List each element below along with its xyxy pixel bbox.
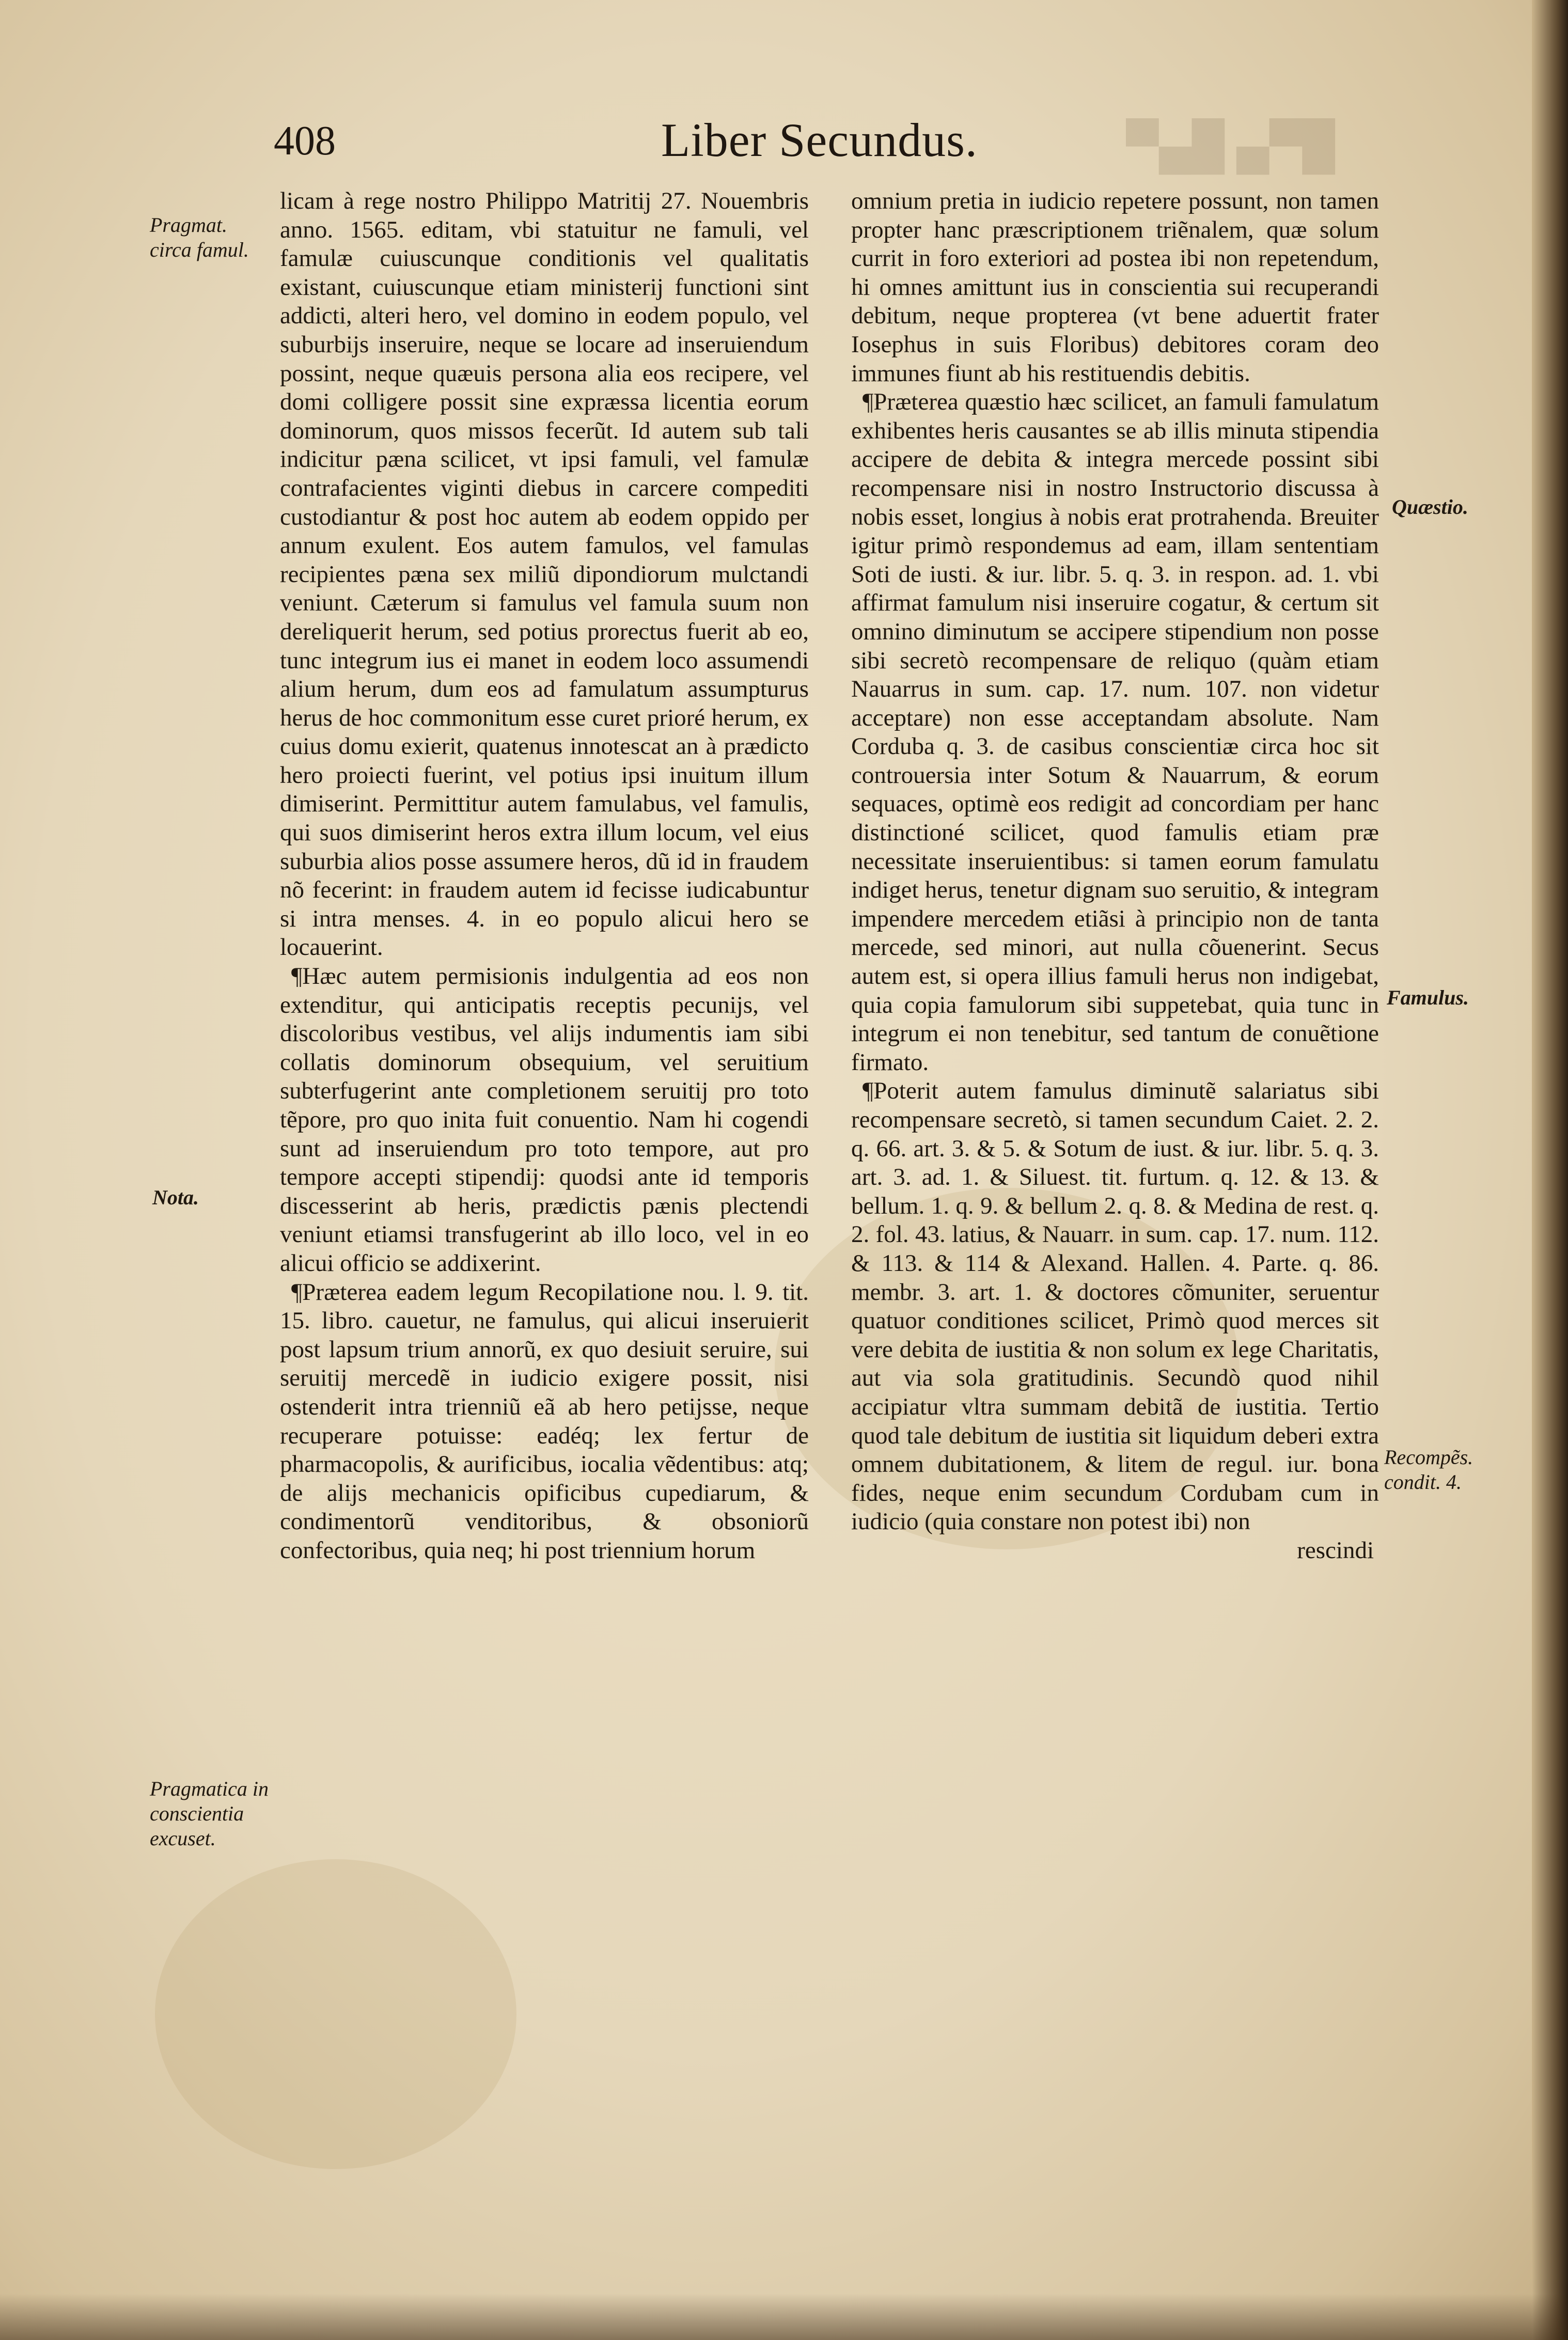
paragraph: ¶Præterea eadem legum Recopilatione nou. l. 9. tit. 15. libro. cauetur, ne famulus, qui alicui inseruierit post lapsum trium annorũ, ex quo desiuit seruire, sui seruitij mercedẽ in iudicio exigere possit, nisi ostenderit intra trienniũ eã ab hero petijsse, neque recuperare potuisse: eadéq; lex fertur de pharmacopolis, & aurificibus, iocalia vẽdentibus: atq; de alijs mechanicis opificibus cupediarum, & condimentorũ venditoribus, & obsoniorũ confectoribus, quia neq; hi post triennium horum — [280, 1278, 809, 1564]
margin-note-nota: Nota. — [152, 1186, 199, 1209]
page-gutter-shadow — [1532, 0, 1568, 2340]
bleed-through-shadow: █▀▄ █▄▀ — [1126, 120, 1336, 171]
right-text-column — [851, 187, 1379, 1565]
margin-note-pragmatica-conscientia: Pragmatica in conscientia excuset. — [150, 1777, 269, 1850]
paragraph: omnium pretia in iudicio repetere possunt, non tamen propter hanc præscriptionem triẽnalem, quæ solum currit in foro exteriori ad postea ibi non repetendum, hi omnes amittunt ius in conscientia sui recuperandi debitum, neque propterea (vt bene aduertit frater Iosephus in suis Floribus) debitores coram deo immunes fiunt ab his restituendis debitis. — [851, 187, 1379, 387]
page-bottom-shadow — [0, 2294, 1568, 2340]
margin-note-recompensatio: Recompẽs. condit. 4. — [1384, 1446, 1473, 1494]
margin-note-quaestio: Quæstio. — [1392, 495, 1468, 519]
margin-note-famulus: Famulus. — [1387, 986, 1469, 1009]
catchword: rescindi — [1297, 1536, 1374, 1564]
running-title: Liber Secundus. — [661, 114, 978, 166]
margin-note-pragmatica: Pragmat. circa famul. — [150, 213, 249, 261]
page-number: 408 — [274, 118, 336, 164]
paragraph: ¶Præterea quæstio hæc scilicet, an famuli famulatum exhibentes heris causantes se ab illis minuta stipendia accipere de debita & integra mercede possint sibi recompensare nisi in nostro Instructorio discussa à nobis esset, longius à nobis erat protrahenda. Breuiter igitur primò respondemus ad eam, illam sententiam Soti de iusti. & iur. libr. 5. q. 3. in respon. ad. 1. vbi affirmat famulum nisi inseruire cogatur, & certum sit omnino diminutum se accipere stipendium non posse sibi secretò recompensare de reliquo (quàm etiam Nauarrus in sum. cap. 17. num. 107. non videtur acceptare) non esse acceptandam absolute. Nam Corduba q. 3. de casibus conscientiæ circa hoc sit controuersia inter Sotum & Nauarrum, & eorum sequaces, optimè eos redigit ad concordiam per hanc distinctioné scilicet, quod famulis etiam præ necessitate inseruientibus: si tamen eorum famulatu indiget herus, tenetur dignam suo seruitio, & integram impendere mercedem etiãsi à principio non de tanta mercede, sed minori, aut nulla cõuenerint. Secus autem est, si opera illius famuli herus non indigebat, quia copia famulorum sibi suppetebat, quia tunc in integrum ei non tenebitur, sed tantum de conuẽtione firmato. — [851, 388, 1379, 1076]
paragraph: ¶Hæc autem permisionis indulgentia ad eos non extenditur, qui anticipatis receptis pecunijs, vel discoloribus vestibus, vel alijs indumentis iam sibi collatis dominorum obsequium, vel seruitium subterfugerint ante completionem seruitij pro toto tẽpore, pro quo inita fuit conuentio. Nam hi cogendi sunt ad inseruiendum pro toto tempore, aut pro tempore accepti stipendij: quodsi ante id temporis discesserint ab heris, prædictis pænis plectendi veniunt etiamsi transfugerint ab illo loco, vel in eo alicui officio se addixerint. — [280, 963, 809, 1277]
paragraph: ¶Poterit autem famulus diminutẽ salariatus sibi recompensare secretò, si tamen secundum Caiet. 2. 2. q. 66. art. 3. & 5. & Sotum de iust. & iur. libr. 5. q. 3. art. 3. ad. 1. & Siluest. tit. furtum. q. 12. & 13. & bellum. 1. q. 9. & bellum 2. q. 8. & Medina de rest. q. 2. fol. 43. latius, & Nauarr. in sum. cap. 17. num. 112. & 113. & 114 & Alexand. Hallen. 4. Parte. q. 86. membr. 3. art. 1. & doctores cõmuniter, seruentur quatuor conditiones scilicet, Primò quod merces sit vere debita de iustitia & non solum ex lege Charitatis, aut via sola gratitudinis. Secundò quod nihil accipiatur vltra summam debitã de iustitia. Tertio quod tale debitum de iustitia sit liquidum deberi extra omnem dubitationem, & litem de regul. iur. bona fides, neque enim secundum Cordubam cum in iudicio (quia constare non potest ibi) non — [851, 1077, 1379, 1535]
left-text-column — [280, 187, 809, 1565]
paper-stain — [155, 1859, 516, 2169]
paragraph: licam à rege nostro Philippo Matritij 27. Nouembris anno. 1565. editam, vbi statuitur ne famuli, vel famulæ cuiuscunque conditionis vel qualitatis existant, cuiuscunque etiam ministerij functioni sint addicti, alteri hero, vel domino in eodem populo, vel suburbijs inseruire, neque se locare ad inseruiendum possint, neque quæuis persona alia eos recipere, vel domi colligere possit sine expræssa licentia eorum dominorum, quos missos fecerũt. Id autem sub tali indicitur pæna scilicet, vt ipsi famuli, vel famulæ contrafacientes viginti diebus in carcere compediti custodiantur & post hoc autem ab eodem oppido per annum exulent. Eos autem famulos, vel famulas recipientes pæna sex miliũ dipondiorum mulctandi veniunt. Cæterum si famulus vel famula suum non dereliquerit herum, sed potius prorectus fuerit ab eo, tunc integrum ius ei manet in eodem loco assumendi alium herum, dum eos ad famulatum assumpturus herus de hoc commonitum esse curet prioré herum, ex cuius domu exierit, quatenus innotescat an à prædicto hero proiecti fuerint, vel potius ipsi inuitum illum dimiserint. Permittitur autem famulabus, vel famulis, qui suos dimiserint heros extra illum locum, vel eius suburbia alios posse assumere heros, dũ id in fraudem nõ fecerint: in fraudem autem id fecisse iudicabuntur si intra menses. 4. in eo populo alicui hero se locauerint. — [280, 187, 809, 961]
